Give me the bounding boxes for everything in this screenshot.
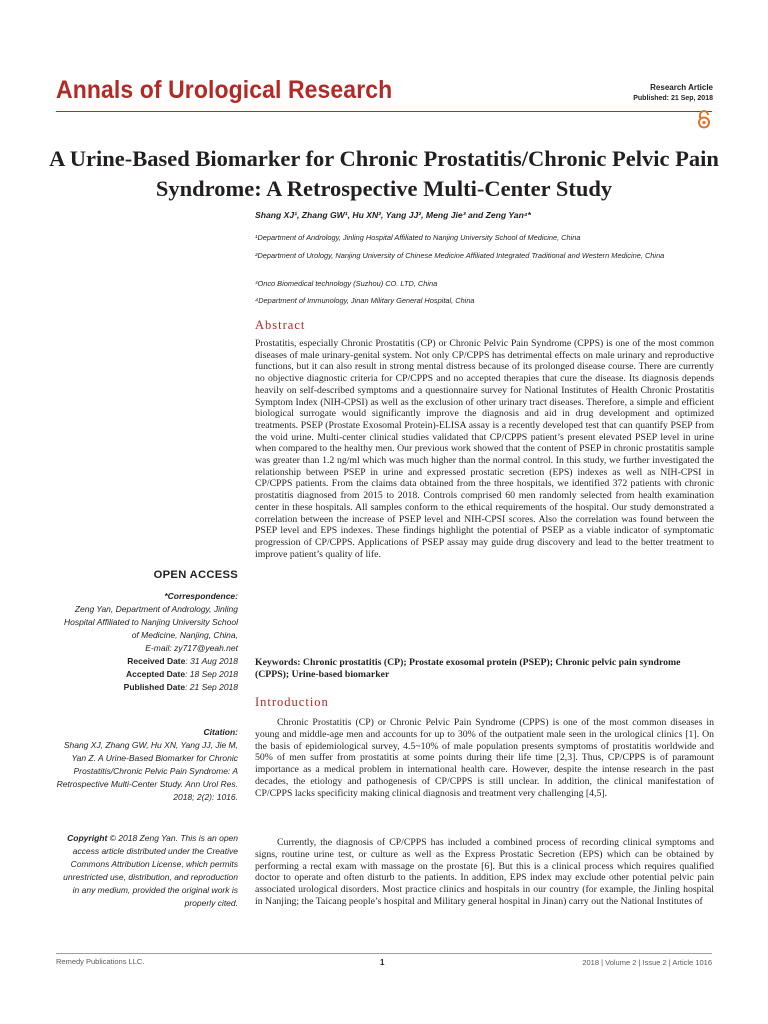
copyright-label: Copyright <box>67 833 108 843</box>
abstract-text: Prostatitis, especially Chronic Prostatitis (CP) or Chronic Pelvic Pain Syndrome (CPPS) is one of the most common diseases of male urinary-genital system. Not only CP/CPPS has detrimental effects on male urinary and reproductive functions, but it can also result in strong mental distress because of its prolonged disease course. There are currently no objective diagnostic criteria for CP/CPPS and no accepted therapies that cure the disease. Its diagnosis depends heavily on self-described symptoms and a questionnaire survey for National Institutes of Health Chronic Prostatitis Symptom Index (NIH-CPSI) as well as the exclusion of other urinary tract diseases. Therefore, a simple and efficient biological surrogate would significantly improve the diagnosis and aid in drug development and optimized treatments. PSEP (Prostate Exosomal Protein)-ELISA assay is a recently developed test that can quantify PSEP from the void urine. Multi-center clinical studies validated that CP/CPPS patient’s present elevated PSEP level in urine when compared to the healthy men. Our previous work showed that the content of PSEP in chronic prostatitis sample was greater than 1.2 ng/ml which was much higher than the normal control. In this study, we further investigated the relationship between PSEP in urine and expressed prostatic secretion (EPS) indexes as well as NIH-CPSI in CP/CPPS patients. From the claims data obtained from the three hospitals, we identified 372 patients with chronic prostatitis diagnosed from 2015 to 2018. Controls comprised 60 men randomly selected from health examination center in these hospitals. All samples conform to the ethical requirements of the hospital. Our study demonstrated a correlation between the increase of PSEP level and NIH-CPSI scores. Also the correlation was found between the PSEP level and EPS indexes. These findings highlight the potential of PSEP as a viable indicator of symptomatic progression of CP/CPPS. Applications of PSEP assay may guide drug discovery and lead to the better treatment to improve patient’s quality of life. <box>255 338 714 560</box>
citation-text: Shang XJ, Zhang GW, Hu XN, Yang JJ, Jie M, Yan Z. A Urine-Based Biomarker for Chronic Prostatitis/Chronic Pelvic Pain Syndrome: A Retrospective Multi-Center Study. Ann Urol Res. 2018; 2(2): 1016. <box>56 740 238 802</box>
footer-publisher: Remedy Publications LLC. <box>56 957 145 966</box>
correspondence-email: E-mail: zy717@yeah.net <box>145 643 238 653</box>
journal-title: Annals of Urological Research <box>56 76 393 104</box>
correspondence-label: *Correspondence: <box>164 591 238 601</box>
author-list: Shang XJ¹, Zhang GW¹, Hu XN², Yang JJ², Meng Jie³ and Zeng Yan⁴* <box>255 210 531 220</box>
page-number: 1 <box>380 958 385 967</box>
article-meta <box>633 82 713 104</box>
article-type: Research Article <box>650 83 713 92</box>
affiliation-2: ²Department of Urology, Nanjing University of Chinese Medicine Affiliated Integrated Traditional and Western Medicine, China <box>255 251 665 260</box>
correspondence-text: Zeng Yan, Department of Andrology, Jinling Hospital Affiliated to Nanjing University School of Medicine, Nanjing, China, <box>63 604 238 640</box>
copyright-block <box>56 832 238 910</box>
correspondence-block <box>56 590 238 694</box>
open-access-lock-icon <box>697 110 711 129</box>
intro-paragraph-1: Chronic Prostatitis (CP) or Chronic Pelvic Pain Syndrome (CPPS) is one of the most common diseases in young and middle-age men and accounts for up to 30% of the outpatient male seen in the urological clinics [1]. On the basis of epidemiological survey, 4.5~10% of male population presents symptoms of prostatitis worldwide and 50% of men suffer from prostatitis at some points during their life time [2,3]. Thus, CP/CPPS is of paramount importance as a medical problem in international health care. However, despite the intense research in the past decades, the etiology and pathogenesis of CP/CPPS is still unclear. In addition, the clinical manifestation of CP/CPPS lacks specificity making clinical diagnosis and treatment very challenging [4,5]. <box>255 717 714 799</box>
introduction-heading: Introduction <box>255 695 329 709</box>
header-divider <box>56 111 712 112</box>
affiliation-4: ⁴Department of Immunology, Jinan Military General Hospital, China <box>255 296 475 305</box>
citation-block <box>56 726 238 804</box>
affiliation-3: ³Onco Biomedical technology (Suzhou) CO. LTD, China <box>255 279 438 288</box>
affiliation-1: ¹Department of Andrology, Jinling Hospital Affiliated to Nanjing University School of Medicine, China <box>255 233 581 242</box>
footer-divider <box>56 953 712 954</box>
abstract-heading: Abstract <box>255 318 306 332</box>
published-date: Published Date: 21 Sep 2018 <box>123 682 238 692</box>
open-access-label: OPEN ACCESS <box>153 569 238 581</box>
keywords: Keywords: Chronic prostatitis (CP); Prostate exosomal protein (PSEP); Chronic pelvic pain syndrome (CPPS); Urine-based biomarker <box>255 657 681 680</box>
received-date: Received Date: 31 Aug 2018 <box>127 656 238 666</box>
accepted-date: Accepted Date: 18 Sep 2018 <box>126 669 238 679</box>
paper-title: A Urine-Based Biomarker for Chronic Prostatitis/Chronic Pelvic Pain Syndrome: A Retrospective Multi-Center Study <box>49 146 719 201</box>
footer-issue-info: 2018 | Volume 2 | Issue 2 | Article 1016 <box>582 958 712 967</box>
copyright-text: © 2018 Zeng Yan. This is an open access article distributed under the Creative Commons Attribution License, which permits unrestricted use, distribution, and reproduction in any medium, provided the original work is properly cited. <box>63 833 238 908</box>
citation-label: Citation: <box>203 727 238 737</box>
header-published-date: Published: 21 Sep, 2018 <box>633 95 713 102</box>
intro-paragraph-2: Currently, the diagnosis of CP/CPPS has included a combined process of recording clinical symptoms and signs, routine urine test, or culture as well as the Express Prostatic Secretion (EPS) which can be obtained by performing a rectal exam with massage on the prostate [6]. But this is a clinical process which requires qualified doctor to operate and often disturb to the patients. In addition, EPS index may exclude other potential pelvic pain associated urological disorders. Most practice clinics and hospitals in our country (for example, the Jinling hospital in Nanjing; the Taicang people’s hospital and Military general hospital in Jinan) carry out the National Institutes of <box>255 837 714 907</box>
